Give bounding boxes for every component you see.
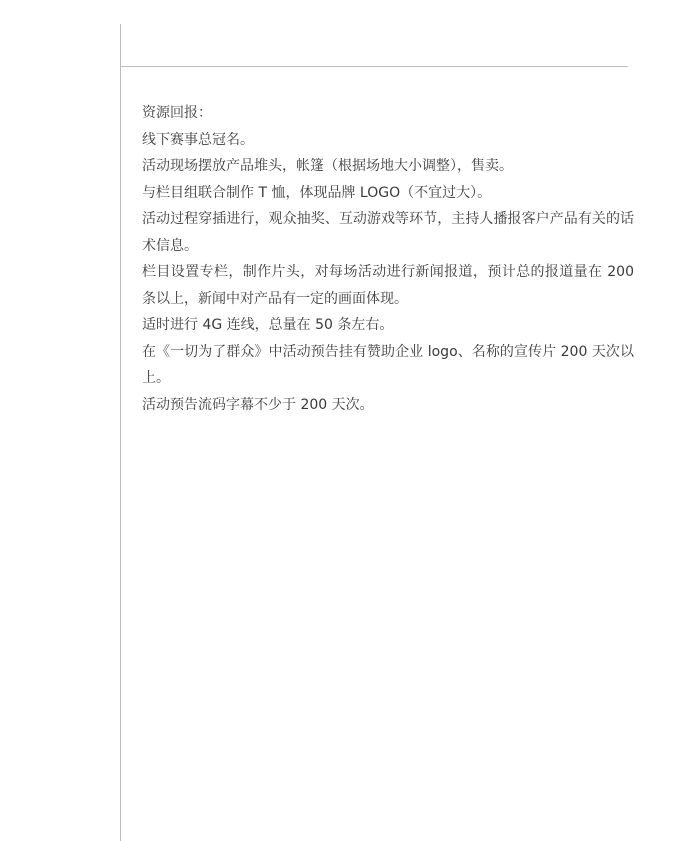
- paragraph-tshirt: 与栏目组联合制作 T 恤，体现品牌 LOGO（不宜过大）。: [142, 184, 492, 201]
- paragraph-news-column: 栏目设置专栏，制作片头，对每场活动进行新闻报道，预计总的报道量在 200 条以上，新闻中对产品有一定的画面体现。: [142, 264, 634, 307]
- paragraph-interaction: 活动过程穿插进行，观众抽奖、互动游戏等环节，主持人播报客户产品有关的话术信息。: [142, 211, 634, 254]
- paragraph-promo-video: 在《一切为了群众》中活动预告挂有赞助企业 logo、名称的宣传片 200 天次以上。: [142, 343, 634, 386]
- paragraph-onsite-display: 活动现场摆放产品堆头，帐篷（根据场地大小调整），售卖。: [142, 158, 513, 174]
- paragraph-ticker: 活动预告流码字幕不少于 200 天次。: [142, 396, 374, 413]
- header-rule: [121, 66, 628, 67]
- paragraph-4g-live: 适时进行 4G 连线，总量在 50 条左右。: [142, 317, 394, 333]
- paragraph-title-sponsor: 线下赛事总冠名。: [142, 131, 254, 148]
- section-heading: 资源回报：: [142, 105, 212, 121]
- left-margin-rule: [120, 24, 121, 841]
- document-body: [142, 100, 634, 418]
